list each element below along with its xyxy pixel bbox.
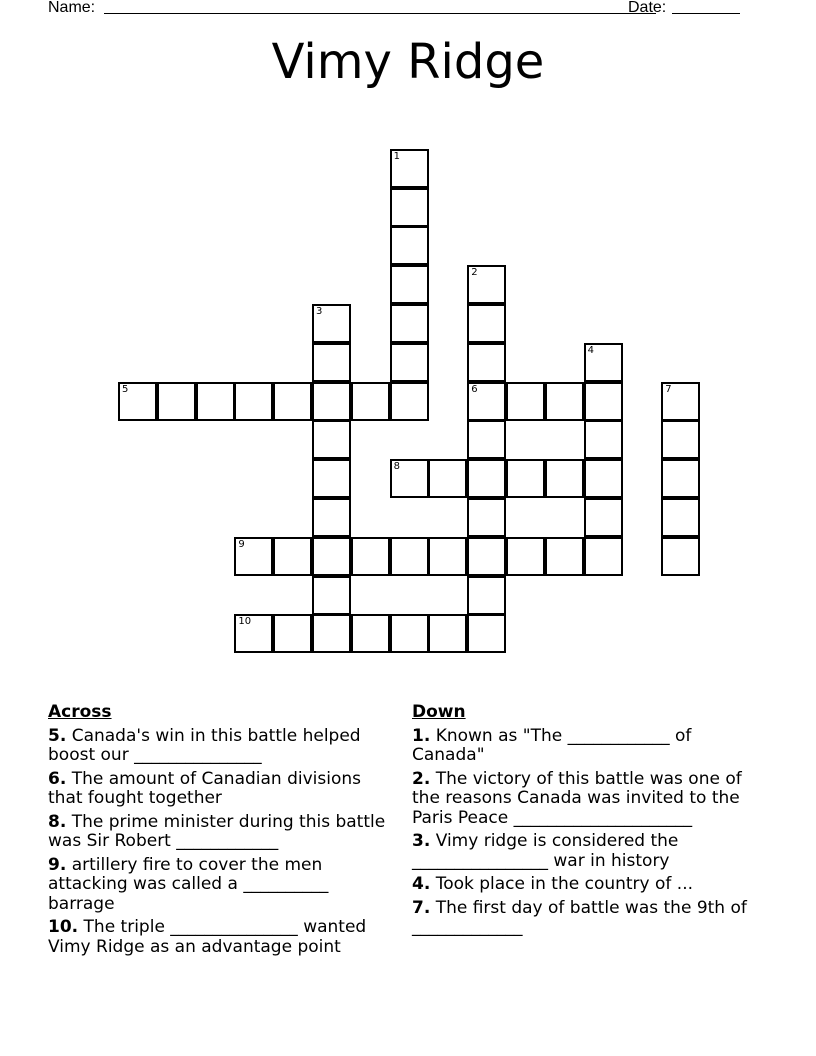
clue-across-8 [48, 813, 398, 852]
grid-cell[interactable] [390, 265, 429, 304]
grid-cell[interactable] [390, 537, 429, 576]
grid-cell[interactable] [584, 382, 623, 421]
clue-text: artillery fire to cover the men attacking was called a __________ barrage [48, 854, 329, 914]
cell-number: 4 [587, 344, 594, 356]
across-heading: Across [48, 702, 112, 722]
grid-cell[interactable] [467, 382, 506, 421]
cell-number: 10 [238, 616, 252, 628]
clue-number: 5. [48, 725, 67, 746]
grid-cell[interactable] [234, 537, 273, 576]
clue-text: Took place in the country of ... [435, 874, 694, 894]
clue-across-9 [48, 856, 398, 915]
grid-cell[interactable] [312, 420, 351, 459]
clue-number: 10. [48, 917, 79, 937]
clue-number: 9. [48, 854, 67, 875]
clue-number: 2. [412, 768, 431, 789]
grid-cell[interactable] [467, 265, 506, 304]
grid-cell[interactable] [584, 459, 623, 498]
clue-across-10 [48, 918, 398, 957]
clue-text: The victory of this battle was one of the reasons Canada was invited to the Paris Peace _____________________ [412, 768, 742, 828]
grid-cell[interactable] [312, 304, 351, 343]
page-title: Vimy Ridge [271, 34, 545, 90]
grid-cell[interactable] [312, 459, 351, 498]
grid-cell[interactable] [661, 459, 700, 498]
cell-number: 1 [393, 150, 400, 162]
clue-number: 3. [412, 831, 431, 851]
grid-cell[interactable] [661, 537, 700, 576]
cell-number: 6 [471, 383, 478, 395]
grid-cell[interactable] [661, 498, 700, 537]
clue-text: Vimy ridge is considered the ________________ war in history [412, 831, 679, 871]
clue-down-1 [412, 727, 757, 766]
grid-cell[interactable] [506, 537, 545, 576]
across-clues [48, 703, 398, 961]
grid-cell[interactable] [467, 498, 506, 537]
grid-cell[interactable] [351, 537, 390, 576]
date-label: Date: [628, 0, 667, 16]
grid-cell[interactable] [196, 382, 235, 421]
grid-cell[interactable] [273, 537, 312, 576]
cell-number: 2 [471, 267, 478, 279]
cell-number: 8 [393, 461, 400, 473]
clue-text: The first day of battle was the 9th of _____________ [412, 897, 747, 937]
grid-cell[interactable] [312, 614, 351, 653]
grid-cell[interactable] [428, 459, 467, 498]
grid-cell[interactable] [467, 420, 506, 459]
grid-cell[interactable] [506, 382, 545, 421]
cell-number: 5 [122, 383, 129, 395]
clue-down-7 [412, 899, 757, 938]
grid-cell[interactable] [390, 459, 429, 498]
grid-cell[interactable] [467, 537, 506, 576]
clue-number: 6. [48, 768, 67, 789]
clue-number: 4. [412, 874, 431, 894]
clue-down-2 [412, 770, 757, 829]
grid-cell[interactable] [157, 382, 196, 421]
clue-text: The prime minister during this battle was Sir Robert ____________ [48, 811, 386, 851]
grid-cell[interactable] [234, 382, 273, 421]
grid-cell[interactable] [390, 614, 429, 653]
grid-cell[interactable] [312, 498, 351, 537]
grid-cell[interactable] [118, 382, 157, 421]
grid-cell[interactable] [467, 576, 506, 615]
grid-cell[interactable] [273, 614, 312, 653]
grid-cell[interactable] [428, 614, 467, 653]
grid-cell[interactable] [545, 537, 584, 576]
grid-cell[interactable] [351, 382, 390, 421]
clue-number: 8. [48, 811, 67, 832]
grid-cell[interactable] [584, 343, 623, 382]
grid-cell[interactable] [390, 343, 429, 382]
grid-cell[interactable] [661, 420, 700, 459]
clue-number: 1. [412, 725, 431, 746]
grid-cell[interactable] [467, 304, 506, 343]
grid-cell[interactable] [467, 343, 506, 382]
grid-cell[interactable] [506, 459, 545, 498]
grid-cell[interactable] [273, 382, 312, 421]
clue-number: 7. [412, 897, 431, 918]
clue-across-5 [48, 727, 398, 766]
grid-cell[interactable] [312, 576, 351, 615]
grid-cell[interactable] [390, 304, 429, 343]
grid-cell[interactable] [312, 382, 351, 421]
grid-cell[interactable] [584, 420, 623, 459]
clue-text: The amount of Canadian divisions that fought together [48, 768, 362, 808]
grid-cell[interactable] [661, 382, 700, 421]
grid-cell[interactable] [584, 537, 623, 576]
grid-cell[interactable] [234, 614, 273, 653]
clue-text: Known as "The ____________ of Canada" [412, 725, 692, 765]
grid-cell[interactable] [584, 498, 623, 537]
name-label: Name: [48, 0, 96, 16]
down-clues [412, 703, 757, 942]
grid-cell[interactable] [390, 226, 429, 265]
clue-text: Canada's win in this battle helped boost our _______________ [48, 725, 361, 765]
grid-cell[interactable] [312, 343, 351, 382]
grid-cell[interactable] [545, 382, 584, 421]
clue-down-3 [412, 832, 757, 871]
down-heading: Down [412, 702, 466, 722]
grid-cell[interactable] [312, 537, 351, 576]
cell-number: 3 [316, 306, 323, 317]
grid-cell[interactable] [467, 459, 506, 498]
grid-cell[interactable] [390, 382, 429, 421]
grid-cell[interactable] [351, 614, 390, 653]
grid-cell[interactable] [428, 537, 467, 576]
cell-number: 9 [238, 538, 245, 550]
cell-number: 7 [665, 383, 672, 395]
grid-cell[interactable] [545, 459, 584, 498]
grid-cell[interactable] [390, 149, 429, 188]
clue-down-4 [412, 875, 757, 895]
grid-cell[interactable] [467, 614, 506, 653]
grid-cell[interactable] [390, 188, 429, 227]
clue-text: The triple _______________ wanted Vimy Ridge as an advantage point [48, 917, 367, 957]
clue-across-6 [48, 770, 398, 809]
